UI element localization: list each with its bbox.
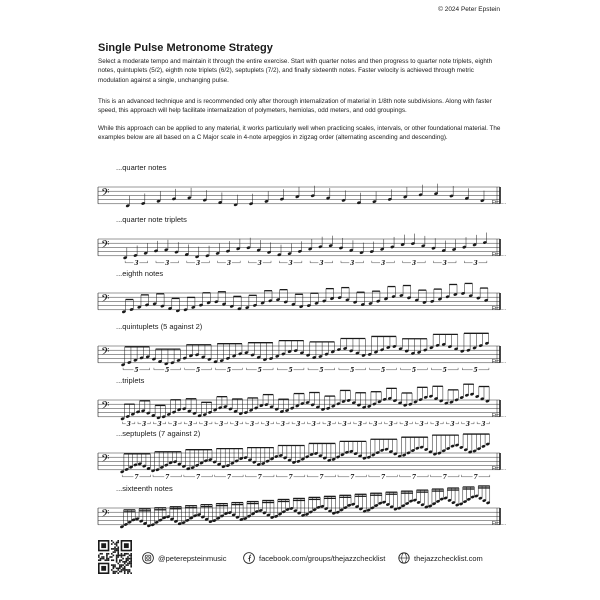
tuplet-number: 7: [165, 474, 170, 481]
tuplet-number: 5: [473, 367, 478, 374]
qr-module: [119, 566, 121, 568]
qr-module: [119, 561, 121, 563]
qr-module: [101, 553, 103, 555]
tuplet-number: 3: [142, 421, 147, 428]
qr-module: [127, 571, 129, 573]
qr-module: [116, 548, 118, 550]
qr-module: [113, 555, 115, 557]
tuplet-number: 3: [342, 421, 347, 428]
tuplet-number: 3: [296, 421, 301, 428]
qr-module: [119, 555, 121, 557]
qr-module: [124, 569, 126, 571]
tuplet-number: 3: [157, 421, 162, 428]
qr-module: [124, 555, 126, 557]
qr-module: [106, 558, 108, 560]
qr-module: [117, 568, 119, 570]
qr-module: [126, 561, 128, 563]
qr-module: [111, 553, 113, 555]
qr-module: [114, 566, 116, 568]
qr-module: [104, 559, 106, 561]
qr-module: [121, 555, 123, 557]
bass-clef-icon: 𝄢: [101, 453, 110, 468]
qr-module: [122, 555, 124, 557]
qr-module: [113, 551, 115, 553]
tuplet-number: 5: [226, 367, 232, 374]
qr-module: [130, 561, 132, 563]
qr-module: [111, 559, 113, 561]
qr-module: [114, 550, 116, 552]
website-url: thejazzchecklist.com: [414, 553, 483, 563]
facebook-link[interactable]: [243, 552, 385, 564]
qr-module: [126, 569, 128, 571]
tuplet-number: 7: [288, 474, 293, 481]
qr-module: [130, 555, 132, 557]
qr-module: [122, 558, 124, 560]
tuplet-number: 3: [219, 421, 224, 428]
tuplet-number: 5: [442, 367, 447, 374]
qr-module: [127, 564, 129, 566]
qr-module: [98, 556, 100, 558]
qr-module: [124, 572, 126, 574]
qr-module: [113, 571, 115, 573]
qr-module: [127, 556, 129, 558]
tuplet-number: 3: [380, 260, 386, 267]
qr-module: [113, 572, 115, 574]
tuplet-number: 3: [357, 421, 363, 428]
qr-module: [117, 548, 119, 550]
technique-paragraph: This is an advanced technique and is recommended only after thorough internalization of material in 1/8th note subdivisions. Along with faster speed, this approach will help facilitate internalization of polymeters, hemiolas, odd meters, and odd groupings.: [98, 98, 492, 115]
tuplet-number: 3: [234, 421, 239, 428]
qr-module: [114, 551, 116, 553]
tuplet-number: 7: [319, 474, 324, 481]
qr-module: [130, 563, 132, 565]
qr-module: [127, 558, 129, 560]
example-label: ...triplets: [116, 376, 145, 385]
tuplet-number: 7: [257, 474, 262, 481]
tuplet-number: 3: [226, 260, 232, 267]
tuplet-number: 5: [165, 367, 170, 374]
qr-module: [111, 564, 113, 566]
tuplet-number: 3: [126, 421, 131, 428]
qr-module: [103, 556, 105, 558]
qr-module: [116, 568, 118, 570]
qr-module: [124, 566, 126, 568]
tuplet-number: 3: [134, 260, 139, 267]
tuplet-number: 3: [481, 421, 486, 428]
qr-module: [121, 556, 123, 558]
tuplet-number: 3: [319, 260, 324, 267]
tuplet-number: 3: [203, 421, 208, 428]
qr-module: [117, 569, 119, 571]
qr-module: [129, 561, 131, 563]
qr-module: [129, 563, 131, 565]
tuplet-number: 3: [411, 260, 417, 267]
qr-module: [100, 558, 102, 560]
qr-module: [108, 558, 110, 560]
etc-marker: Etc.....: [491, 359, 506, 365]
tuplet-number: 5: [257, 367, 262, 374]
tuplet-number: 3: [288, 260, 293, 267]
qr-module: [121, 553, 123, 555]
qr-module: [113, 566, 115, 568]
example-label: ...quarter note triplets: [116, 215, 187, 224]
tuplet-number: 3: [465, 421, 470, 428]
tuplet-number: 5: [134, 367, 139, 374]
qr-module: [111, 540, 113, 542]
qr-finder: [101, 566, 106, 571]
qr-module: [114, 572, 116, 574]
qr-module: [116, 545, 118, 547]
qr-module: [124, 571, 126, 573]
qr-module: [117, 540, 119, 542]
tuplet-number: 7: [473, 474, 478, 481]
qr-module: [122, 561, 124, 563]
qr-module: [126, 558, 128, 560]
qr-module: [122, 564, 124, 566]
music-staff: [98, 496, 508, 546]
tuplet-number: 3: [450, 421, 455, 428]
qr-module: [109, 556, 111, 558]
qr-module: [124, 561, 126, 563]
bass-clef-icon: 𝄢: [101, 187, 110, 202]
qr-module: [130, 558, 132, 560]
qr-module: [111, 556, 113, 558]
qr-module: [116, 542, 118, 544]
qr-module: [119, 571, 121, 573]
example-label: ...quarter notes: [116, 163, 167, 172]
website-link[interactable]: [398, 552, 483, 564]
qr-module: [108, 559, 110, 561]
example-label: ...septuplets (7 against 2): [116, 429, 201, 438]
qr-module: [117, 550, 119, 552]
qr-module: [100, 559, 102, 561]
tuplet-number: 5: [350, 367, 355, 374]
tuplet-number: 3: [265, 421, 270, 428]
example-sixteenth-notes: [98, 484, 508, 546]
tuplet-number: 7: [442, 474, 447, 481]
qr-module: [113, 568, 115, 570]
tuplet-number: 3: [280, 421, 285, 428]
qr-module: [116, 550, 118, 552]
instagram-icon: [142, 552, 154, 564]
qr-finder: [101, 543, 106, 548]
qr-module: [116, 558, 118, 560]
qr-module: [122, 568, 124, 570]
etc-marker: Etc.....: [491, 252, 506, 258]
qr-code-icon[interactable]: [98, 540, 132, 574]
qr-module: [100, 553, 102, 555]
tuplet-number: 3: [419, 421, 424, 428]
qr-module: [108, 553, 110, 555]
qr-module: [129, 558, 131, 560]
tuplet-number: 7: [380, 474, 386, 481]
qr-module: [121, 559, 123, 561]
tuplet-number: 3: [311, 421, 316, 428]
qr-module: [119, 564, 121, 566]
qr-module: [106, 556, 108, 558]
tuplet-number: 3: [404, 421, 409, 428]
qr-module: [119, 568, 121, 570]
qr-module: [117, 572, 119, 574]
qr-module: [113, 542, 115, 544]
qr-module: [129, 555, 131, 557]
qr-module: [121, 569, 123, 571]
qr-module: [113, 548, 115, 550]
qr-module: [117, 555, 119, 557]
footer: [98, 540, 508, 580]
tuplet-number: 5: [195, 367, 201, 374]
tuplet-number: 5: [380, 367, 386, 374]
qr-module: [117, 551, 119, 553]
tuplet-number: 5: [288, 367, 293, 374]
tuplet-number: 5: [411, 367, 417, 374]
qr-module: [106, 559, 108, 561]
tuplet-number: 3: [434, 421, 440, 428]
tuplet-number: 7: [350, 474, 355, 481]
qr-module: [103, 558, 105, 560]
bass-clef-icon: 𝄢: [101, 293, 110, 308]
tuplet-number: 7: [411, 474, 417, 481]
qr-module: [101, 556, 103, 558]
tuplet-number: 3: [165, 260, 170, 267]
example-quarter-note-triplets: [98, 215, 508, 277]
qr-module: [130, 566, 132, 568]
qr-module: [121, 571, 123, 573]
tuplet-number: 3: [388, 421, 393, 428]
facebook-icon: [243, 552, 255, 564]
qr-module: [98, 555, 100, 557]
qr-module: [127, 559, 129, 561]
tuplet-number: 5: [319, 367, 324, 374]
qr-module: [116, 561, 118, 563]
qr-module: [130, 559, 132, 561]
intro-paragraph: Select a moderate tempo and maintain it through the entire exercise. Start with quarter notes and then progress to quarter note triplets, eighth notes, quintuplets (5/2), eighth note triplets (6/2), septuplets (7/2), and finally sixteenth notes. Faster velocity is achieved through metric modulation against a single, unchanging pulse.: [98, 58, 493, 84]
instagram-handle: @peterepsteinmusic: [158, 553, 227, 563]
qr-module: [121, 566, 123, 568]
tuplet-number: 3: [373, 421, 378, 428]
qr-module: [114, 543, 116, 545]
qr-module: [126, 559, 128, 561]
instagram-link[interactable]: [142, 552, 226, 564]
etc-marker: Etc.....: [491, 200, 506, 206]
tuplet-number: 3: [188, 421, 193, 428]
example-quintuplets: [98, 322, 508, 384]
qr-module: [124, 568, 126, 570]
qr-module: [114, 548, 116, 550]
tuplet-number: 3: [473, 260, 478, 267]
qr-module: [124, 563, 126, 565]
qr-module: [117, 542, 119, 544]
qr-module: [101, 558, 103, 560]
qr-finder: [124, 543, 129, 548]
qr-module: [106, 553, 108, 555]
qr-module: [116, 559, 118, 561]
tuplet-number: 3: [195, 260, 201, 267]
qr-module: [114, 546, 116, 548]
qr-module: [127, 563, 129, 565]
qr-module: [106, 555, 108, 557]
application-paragraph: While this approach can be applied to any material, it works particularly well when practicing scales, intervals, or other foundational material. The examples below are all based on a C Major scale in 4-note arpeggios in zigzag order (alternating ascending and descending).: [98, 125, 501, 142]
qr-module: [111, 569, 113, 571]
qr-module: [121, 564, 123, 566]
etc-marker: Etc.....: [491, 466, 506, 472]
qr-module: [111, 548, 113, 550]
tuplet-number: 3: [257, 260, 262, 267]
qr-module: [113, 559, 115, 561]
example-label: ...sixteenth notes: [116, 484, 173, 493]
bass-clef-icon: 𝄢: [101, 346, 110, 361]
tuplet-number: 3: [442, 260, 447, 267]
qr-module: [130, 572, 132, 574]
tuplet-number: 3: [350, 260, 355, 267]
qr-module: [127, 553, 129, 555]
tuplet-number: 3: [327, 421, 332, 428]
qr-module: [114, 571, 116, 573]
bass-clef-icon: 𝄢: [101, 508, 110, 523]
qr-module: [98, 559, 100, 561]
qr-module: [129, 569, 131, 571]
qr-module: [130, 553, 132, 555]
qr-module: [126, 564, 128, 566]
qr-module: [127, 569, 129, 571]
etc-marker: Etc.....: [491, 521, 506, 527]
globe-icon: [398, 552, 410, 564]
qr-module: [127, 572, 129, 574]
qr-module: [126, 553, 128, 555]
facebook-url: facebook.com/groups/thejazzchecklist: [259, 553, 386, 563]
example-label: ...quintuplets (5 against 2): [116, 322, 203, 331]
bass-clef-icon: 𝄢: [101, 239, 110, 254]
bass-clef-icon: 𝄢: [101, 400, 110, 415]
copyright-notice: © 2024 Peter Epstein: [438, 6, 500, 13]
etc-marker: Etc.....: [491, 306, 506, 312]
etc-marker: Etc.....: [491, 413, 506, 419]
qr-module: [122, 569, 124, 571]
qr-module: [129, 571, 131, 573]
qr-module: [113, 564, 115, 566]
page-title: Single Pulse Metronome Strategy: [98, 42, 273, 54]
qr-module: [117, 553, 119, 555]
qr-module: [116, 555, 118, 557]
qr-module: [116, 556, 118, 558]
tuplet-number: 7: [134, 474, 139, 481]
tuplet-number: 7: [195, 474, 201, 481]
example-septuplets: [98, 429, 508, 491]
qr-module: [111, 543, 113, 545]
tuplet-number: 3: [249, 421, 255, 428]
qr-module: [130, 556, 132, 558]
qr-module: [116, 543, 118, 545]
tuplet-number: 7: [226, 474, 232, 481]
qr-module: [130, 564, 132, 566]
qr-module: [117, 563, 119, 565]
qr-module: [117, 556, 119, 558]
qr-module: [124, 553, 126, 555]
qr-module: [114, 564, 116, 566]
tuplet-number: 3: [172, 421, 178, 428]
qr-module: [116, 571, 118, 573]
example-label: ...eighth notes: [116, 269, 164, 278]
qr-module: [119, 559, 121, 561]
qr-module: [117, 546, 119, 548]
